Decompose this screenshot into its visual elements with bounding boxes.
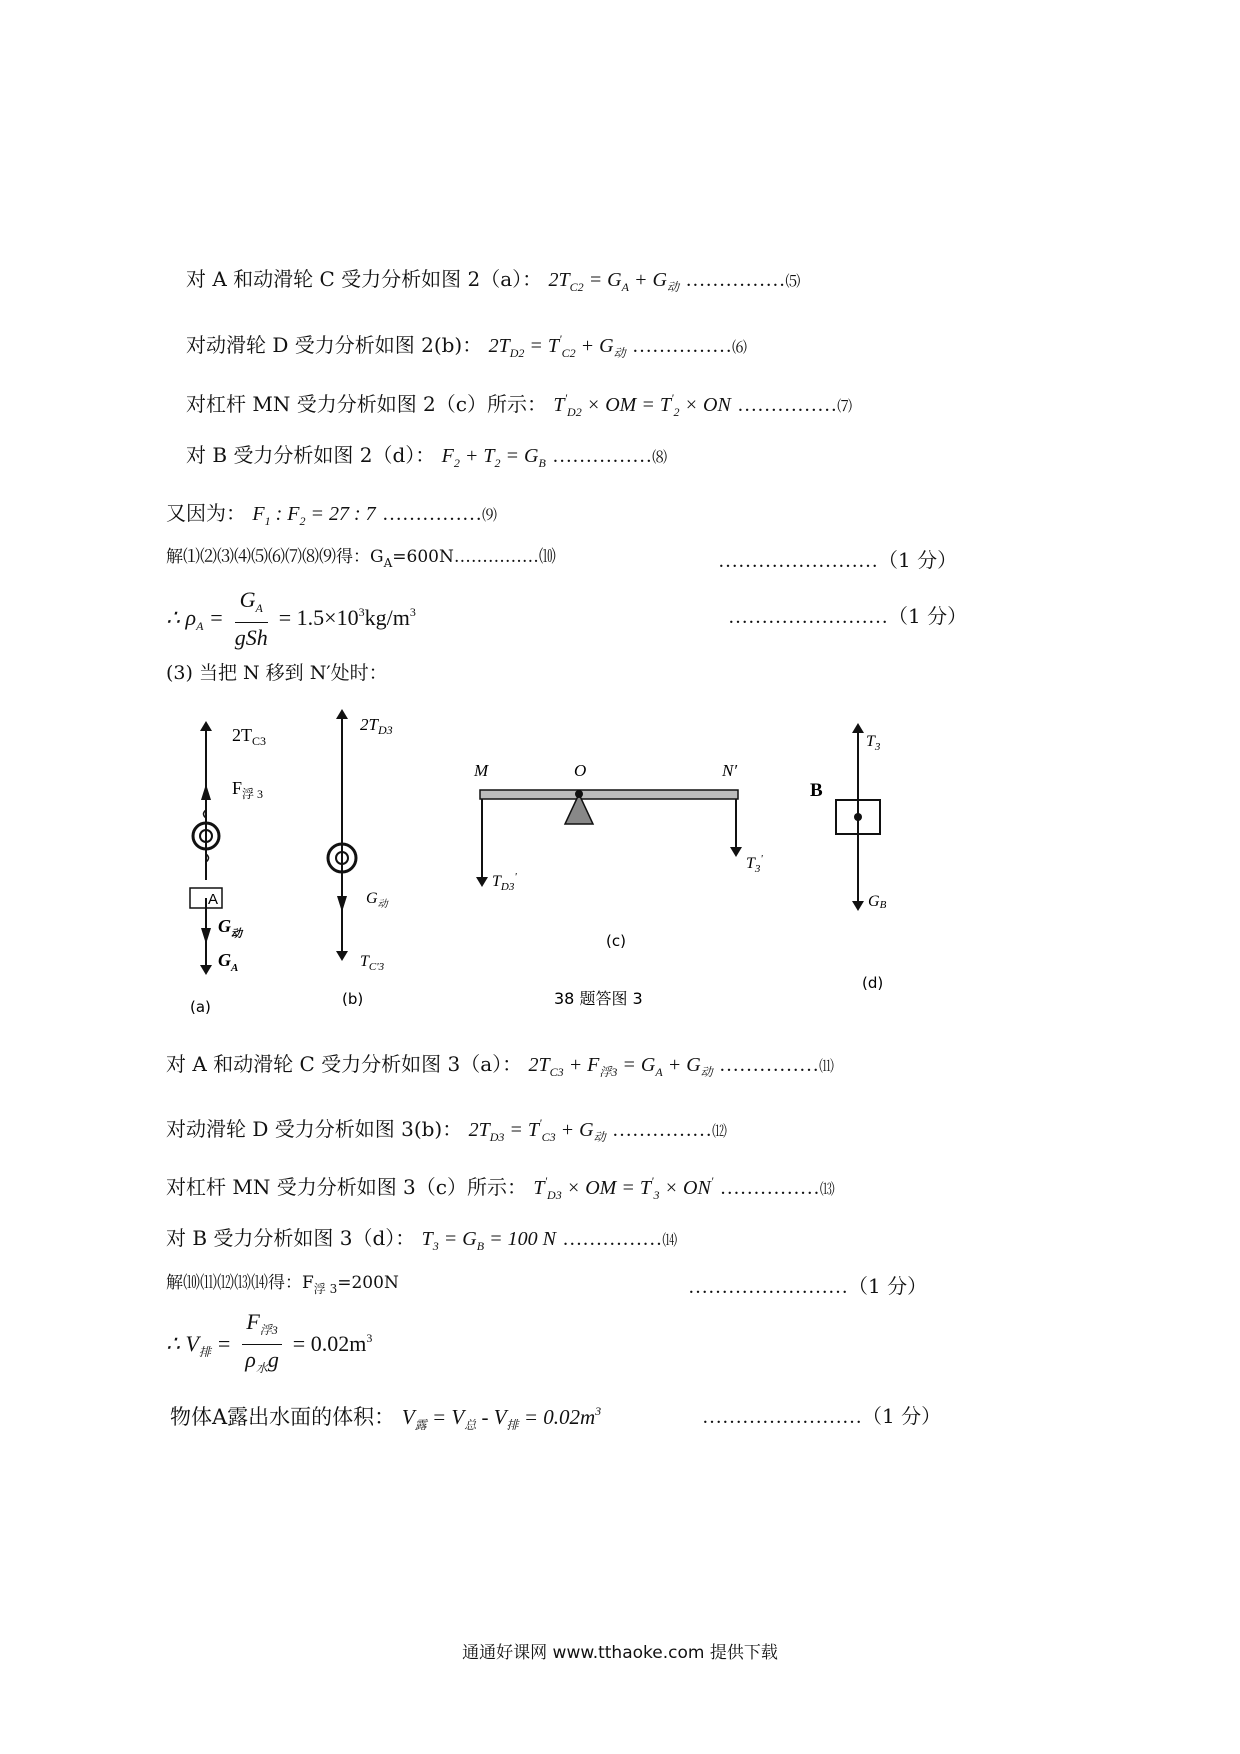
equation-8-prefix: 对 B 受力分析如图 2（d）：: [186, 443, 436, 467]
label-g-dong-b: $G_动$: [366, 890, 388, 910]
score-dots: ……………………: [728, 606, 888, 628]
equation-6-prefix: 对动滑轮 D 受力分析如图 2(b)：: [186, 333, 483, 357]
label-td3: $T_{D3}'$: [492, 871, 517, 893]
exposed-volume: [170, 1398, 601, 1438]
exposed-volume-formula: $V_露 = V_总 - V_排 = 0.02m^3$: [401, 1404, 602, 1432]
density-rhs-sup: 3: [358, 605, 365, 619]
equation-9-prefix: 又因为：: [166, 501, 246, 525]
vpai-fraction: [242, 1308, 281, 1383]
solution-2-text: 解⑽⑾⑿⒀⒁得：F: [166, 1273, 314, 1293]
equation-8-formula: $F_2 + T_2 = G_B$: [441, 445, 546, 470]
vpai-rhs-sup: 3: [366, 1331, 373, 1345]
equation-12-dots: ……………: [611, 1119, 712, 1141]
score-dots: ……………………: [718, 550, 878, 572]
vpai-lhs: ∴ V: [166, 1331, 199, 1356]
equation-13-number: ⒀: [819, 1180, 835, 1198]
arrow-f-float: [201, 784, 211, 800]
equation-12-formula: $2T_{D3} = T'_{C3} + G_动$: [468, 1116, 606, 1144]
arrow-g-dong-b: [337, 896, 347, 912]
vpai-denominator: ρ: [245, 1346, 256, 1372]
label-g-a: $G_A$: [218, 950, 239, 974]
equation-14: [166, 1225, 677, 1259]
vpai-denominator-g: g: [267, 1346, 279, 1372]
density-numerator-sub: A: [255, 600, 263, 615]
part-3-heading: (3) 当把 N 移到 N′处时：: [166, 662, 388, 684]
diagram-a: [190, 725, 266, 1016]
label-t3-d: $T_3$: [866, 733, 881, 753]
equation-12-prefix: 对动滑轮 D 受力分析如图 3(b)：: [166, 1117, 463, 1141]
figure-title: 38 题答图 3: [554, 989, 643, 1008]
solution-2-score: [688, 1270, 927, 1299]
label-o: O: [574, 761, 587, 780]
score-dots: ……………………: [688, 1276, 848, 1298]
equation-11-formula: $2T_{C3} + F_{浮3} = G_A + G_动$: [528, 1054, 713, 1079]
caption-b: (b): [342, 990, 364, 1008]
equation-14-dots: ……………: [562, 1228, 663, 1250]
exposed-volume-score: [702, 1400, 941, 1429]
equation-9-dots: ……………: [381, 503, 482, 525]
equation-9-formula: $F_1$ : $F_2 = 27$ : 7: [252, 503, 376, 528]
label-m: M: [474, 761, 489, 780]
score-label: （1 分）: [878, 548, 958, 572]
vpai-equation: ∴ $V_排$ = $\frac{F_{浮3}}{\rho_水g}$ = $0.02m^3$: [166, 1306, 372, 1384]
score-dots: ……………………: [702, 1406, 862, 1428]
vpai-rhs: = 0.02m: [292, 1331, 367, 1356]
equation-11-number: ⑾: [819, 1057, 835, 1075]
diagram-b: [328, 714, 393, 1008]
score-label: （1 分）: [848, 1274, 928, 1298]
equation-14-formula: $T_3 = G_B = 100$ N: [421, 1228, 556, 1253]
equation-9-number: ⑼: [481, 506, 497, 524]
solution-1-text: 解⑴⑵⑶⑷⑸⑹⑺⑻⑼得：G: [166, 547, 384, 567]
density-denominator: gSh: [234, 624, 268, 650]
solution-1-result: =600N……………⑽: [392, 547, 556, 567]
density-lhs-sub: A: [196, 619, 204, 633]
equation-6-dots: ……………: [631, 335, 732, 357]
solution-2-result: =200N: [337, 1273, 399, 1293]
density-lhs: ∴ ρ: [166, 605, 197, 630]
equation-7-number: ⑺: [837, 397, 853, 415]
score-label: （1 分）: [888, 604, 968, 628]
solution-1-sub: A: [383, 556, 393, 570]
caption-d: (d): [862, 974, 884, 992]
diagram-c: [473, 761, 763, 1008]
label-2td3: $2T_{D3}$: [360, 715, 393, 737]
label-t3-prime: $T_3'$: [746, 853, 763, 875]
equation-14-number: ⒁: [662, 1231, 678, 1249]
page-footer: 通通好课网 www.tthaoke.com 提供下载: [462, 1643, 778, 1663]
solution-2: [166, 1270, 399, 1302]
vpai-numerator-sub: 浮3: [259, 1322, 278, 1337]
equation-12-number: ⑿: [711, 1122, 727, 1140]
block-a-label: A: [208, 891, 219, 908]
density-unit: kg/m: [364, 605, 410, 630]
equation-5-number: ⑸: [785, 272, 801, 290]
label-n-prime: N′: [722, 761, 738, 780]
solution-2-sub: 浮 3: [313, 1282, 338, 1296]
vpai-lhs-sub: 排: [198, 1345, 211, 1359]
density-equation: ∴ $\rho_A$ = $\frac{G_A}{\text{gSh}}$ = $1.5\times 10^3kg/m^3$: [166, 582, 416, 656]
label-gb: GB: [868, 893, 887, 911]
density-unit-sup: 3: [409, 605, 416, 619]
score-label: （1 分）: [862, 1404, 942, 1428]
arrow-g-dong: [201, 928, 211, 944]
exposed-volume-prefix: 物体A露出水面的体积：: [170, 1405, 396, 1429]
equation-11-prefix: 对 A 和动滑轮 C 受力分析如图 3（a）：: [166, 1052, 523, 1076]
equation-13-prefix: 对杠杆 MN 受力分析如图 3（c）所示：: [166, 1175, 527, 1199]
equation-6-number: ⑹: [731, 338, 747, 356]
equation-5-prefix: 对 A 和动滑轮 C 受力分析如图 2（a）：: [186, 267, 543, 291]
label-f-float: $F_{浮 3}$: [232, 778, 264, 801]
equation-11-dots: ……………: [719, 1054, 820, 1076]
equation-8-number: ⑻: [652, 448, 668, 466]
equation-8-dots: ……………: [552, 445, 653, 467]
equation-12: [166, 1110, 727, 1150]
vpai-numerator: F: [246, 1308, 260, 1334]
equation-13-formula: $T'_{D3}$ × OM = $T'_3 \times ON'$: [533, 1174, 714, 1202]
equation-7-dots: ……………: [737, 394, 838, 416]
equation-7-prefix: 对杠杆 MN 受力分析如图 2（c）所示：: [186, 392, 547, 416]
equation-5-dots: ……………: [685, 269, 786, 291]
vpai-denominator-sub: 水: [255, 1360, 268, 1375]
lever-mn: [480, 790, 738, 799]
equation-13: [166, 1168, 835, 1208]
fulcrum-pivot: [575, 790, 583, 798]
diagram-d: [810, 728, 887, 992]
label-2tc3: $2T_{C3}$: [232, 725, 267, 748]
caption-c: (c): [606, 932, 626, 950]
equation-5-formula: $2T_{C2} = G_A + G_动$: [548, 269, 679, 294]
label-g-dong: $G_动$: [218, 916, 242, 940]
equation-7-formula: $T'_{D2}$ × OM = $T'_2$ × ON: [553, 391, 731, 419]
caption-a: (a): [190, 998, 211, 1016]
equation-11: [166, 1051, 834, 1085]
equation-14-prefix: 对 B 受力分析如图 3（d）：: [166, 1226, 416, 1250]
label-tc3: $T_{C'3}$: [360, 953, 385, 973]
density-numerator: G: [239, 586, 256, 612]
density-rhs: = 1.5×10: [278, 605, 359, 630]
label-b: B: [810, 780, 823, 801]
equation-6-formula: $2T_{D2} = T'_{C2} + G_动$: [488, 332, 626, 360]
equation-13-dots: ……………: [719, 1177, 820, 1199]
